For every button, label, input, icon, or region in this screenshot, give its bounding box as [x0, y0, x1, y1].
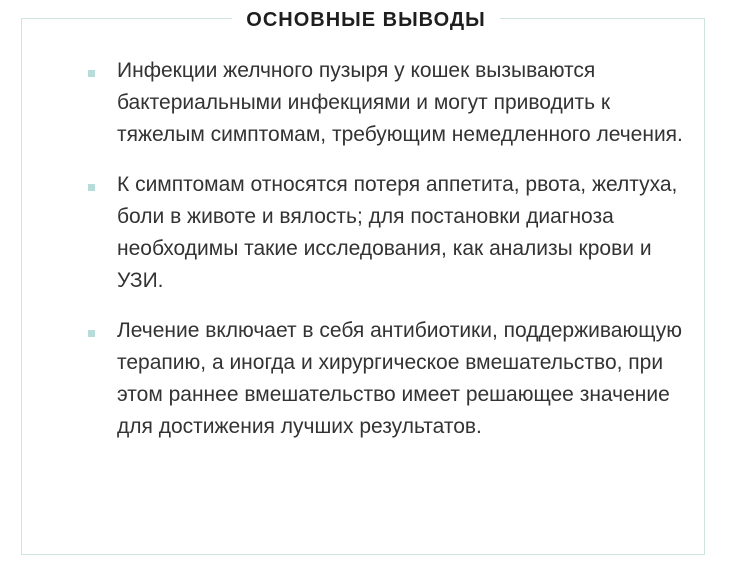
square-bullet-icon [88, 330, 95, 337]
square-bullet-icon [88, 70, 95, 77]
list-item-text: Инфекции желчного пузыря у кошек вызываются бактериальными инфекциями и могут приводить к тяжелым симптомам, требующим немедленного лечения. [117, 59, 683, 146]
section-title-wrapper [0, 5, 732, 33]
square-bullet-icon [88, 184, 95, 191]
list-item-text: К симптомам относятся потеря аппетита, рвота, желтуха, боли в животе и вялость; для постановки диагноза необходимы такие исследования, как анализы крови и УЗИ. [117, 173, 678, 292]
list-item [86, 169, 686, 297]
list-item-text: Лечение включает в себя антибиотики, поддерживающую терапию, а иногда и хирургическое вмешательство, при этом раннее вмешательство имеет решающее значение для достижения лучших результатов. [117, 319, 682, 438]
takeaways-list [86, 55, 686, 461]
section-title: ОСНОВНЫЕ ВЫВОДЫ [232, 7, 499, 33]
list-item [86, 55, 686, 151]
list-item [86, 315, 686, 443]
